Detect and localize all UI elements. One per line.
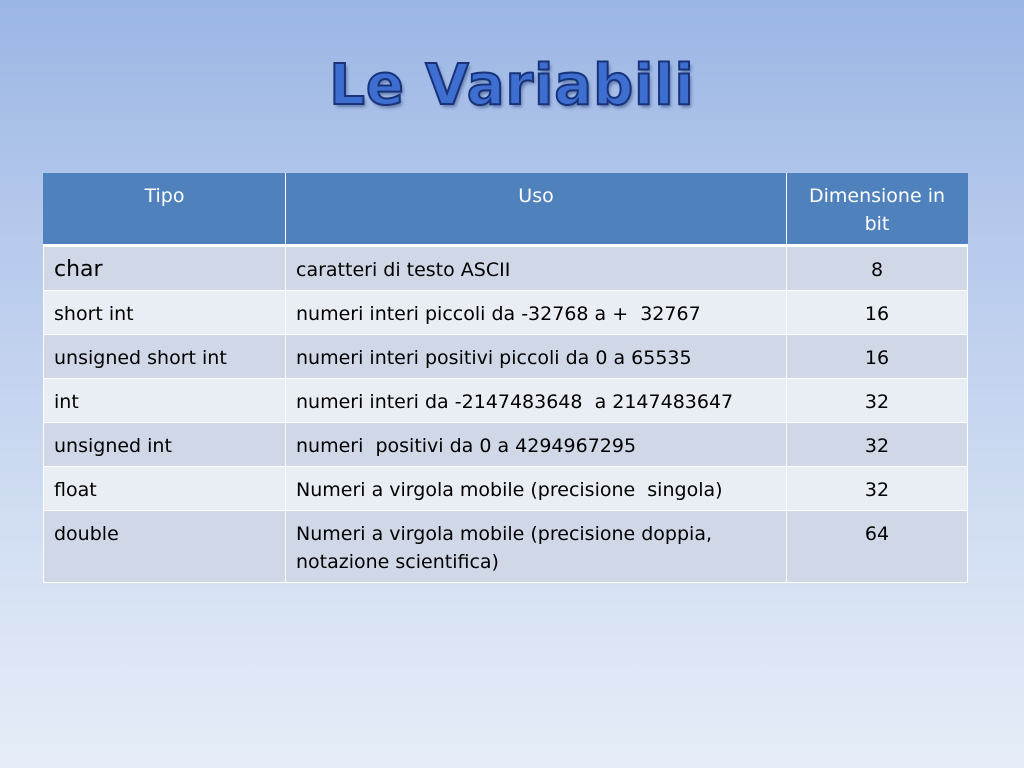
cell-uso: Numeri a virgola mobile (precisione doppia, notazione scientifica) (286, 511, 787, 583)
cell-tipo: unsigned short int (44, 335, 286, 379)
table-row (44, 467, 968, 511)
table-row (44, 291, 968, 335)
cell-tipo: double (44, 511, 286, 583)
slide-title: Le Variabili (329, 53, 695, 118)
cell-bit: 8 (787, 246, 968, 291)
cell-bit: 16 (787, 335, 968, 379)
cell-uso: numeri interi piccoli da -32768 a + 32767 (286, 291, 787, 335)
table-row (44, 246, 968, 291)
cell-uso: caratteri di testo ASCII (286, 246, 787, 291)
table-row (44, 379, 968, 423)
cell-bit: 16 (787, 291, 968, 335)
cell-bit: 64 (787, 511, 968, 583)
cell-uso: numeri interi positivi piccoli da 0 a 65535 (286, 335, 787, 379)
variables-table (43, 173, 968, 583)
cell-tipo: int (44, 379, 286, 423)
cell-tipo: unsigned int (44, 423, 286, 467)
cell-tipo: float (44, 467, 286, 511)
cell-bit: 32 (787, 379, 968, 423)
cell-uso: Numeri a virgola mobile (precisione singola) (286, 467, 787, 511)
table-row (44, 335, 968, 379)
table-row (44, 511, 968, 583)
cell-bit: 32 (787, 423, 968, 467)
cell-tipo: short int (44, 291, 286, 335)
cell-uso: numeri interi da -2147483648 a 2147483647 (286, 379, 787, 423)
table-header-row (44, 173, 968, 246)
table-row (44, 423, 968, 467)
header-tipo: Tipo (44, 173, 286, 246)
header-uso: Uso (286, 173, 787, 246)
header-dimensione: Dimensione in bit (787, 173, 968, 246)
cell-uso: numeri positivi da 0 a 4294967295 (286, 423, 787, 467)
cell-bit: 32 (787, 467, 968, 511)
cell-tipo: char (44, 246, 286, 291)
